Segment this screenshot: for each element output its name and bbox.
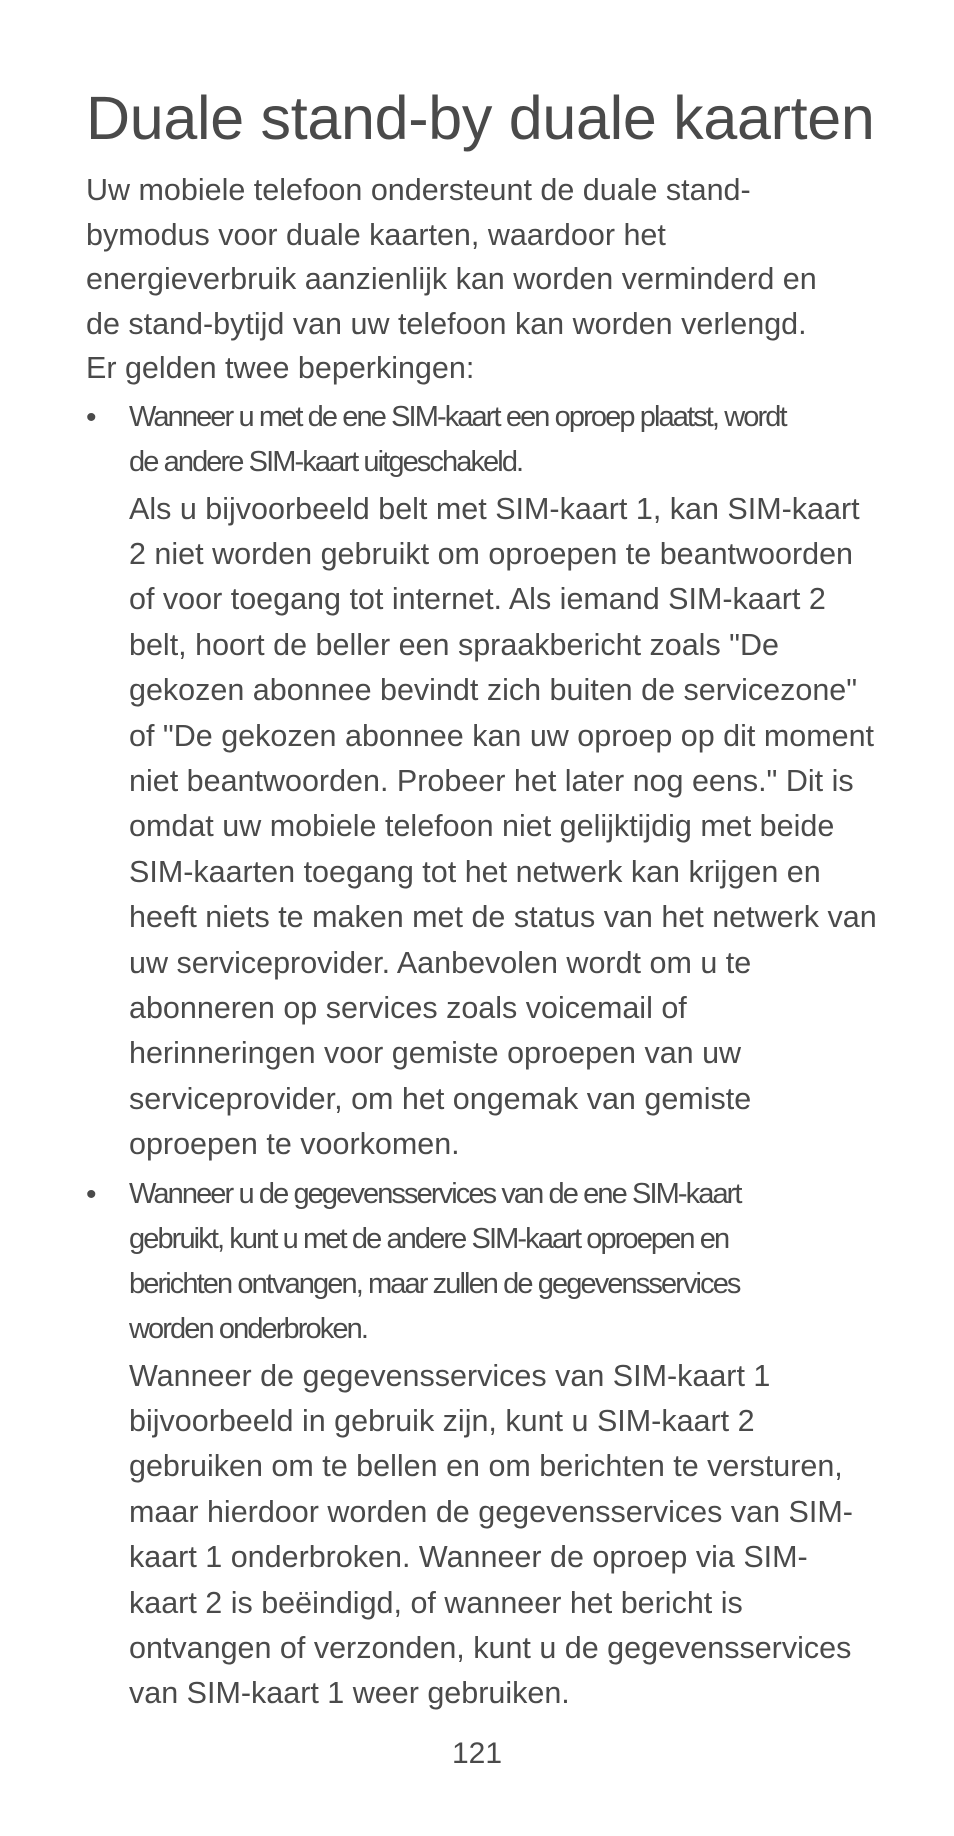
- intro-line: de stand-bytijd van uw telefoon kan worden verlengd.: [86, 306, 807, 341]
- heading-line: gebruikt, kunt u met de andere SIM-kaart oproepen en: [129, 1222, 729, 1255]
- body-line: omdat uw mobiele telefoon niet gelijktijdig met beide: [129, 809, 835, 844]
- body-line: belt, hoort de beller een spraakbericht zoals "De: [129, 627, 780, 662]
- list-item: [86, 395, 886, 1168]
- limitations-list: [86, 395, 886, 1717]
- body-line: kaart 1 onderbroken. Wanneer de oproep via SIM-: [129, 1540, 808, 1575]
- document-page: [86, 82, 886, 1717]
- intro-line: bymodus voor duale kaarten, waardoor het: [86, 217, 666, 252]
- heading-line: Wanneer u de gegevensservices van de ene SIM-kaart: [129, 1177, 741, 1210]
- body-line: bijvoorbeeld in gebruik zijn, kunt u SIM-kaart 2: [129, 1404, 755, 1438]
- heading-line: Wanneer u met de ene SIM-kaart een oproep plaatst, wordt: [129, 400, 786, 433]
- body-line: of "De gekozen abonnee kan uw oproep op dit moment: [129, 718, 875, 753]
- body-line: uw serviceprovider. Aanbevolen wordt om u te: [129, 945, 752, 980]
- bullet-icon: •: [86, 1177, 97, 1211]
- page-title: Duale stand-by duale kaarten: [86, 84, 875, 152]
- body-line: Wanneer de gegevensservices van SIM-kaart 1: [129, 1358, 771, 1393]
- body-line: kaart 2 is beëindigd, of wanneer het bericht is: [129, 1585, 743, 1620]
- heading-line: berichten ontvangen, maar zullen de gegevensservices: [129, 1267, 740, 1300]
- body-line: serviceprovider, om het ongemak van gemiste: [129, 1081, 752, 1116]
- bullet-heading: [129, 1172, 886, 1352]
- page-number: 121: [451, 1737, 503, 1770]
- intro-line: energieverbruik aanzienlijk kan worden verminderd en: [86, 262, 817, 296]
- body-line: maar hierdoor worden de gegevensservices van SIM-: [129, 1494, 853, 1529]
- body-line: herinneringen voor gemiste oproepen van uw: [129, 1036, 742, 1071]
- bullet-body: [129, 487, 886, 1168]
- body-line: SIM-kaarten toegang tot het netwerk kan krijgen en: [129, 854, 821, 889]
- body-line: gebruiken om te bellen en om berichten te versturen,: [129, 1449, 843, 1484]
- list-item: [86, 1172, 886, 1717]
- body-line: niet beantwoorden. Probeer het later nog eens." Dit is: [129, 763, 854, 798]
- body-line: abonneren op services zoals voicemail of: [129, 990, 687, 1025]
- intro-paragraph: [86, 168, 886, 391]
- bullet-body: [129, 1354, 886, 1717]
- body-line: oproepen te voorkomen.: [129, 1127, 460, 1162]
- heading-line: worden onderbroken.: [129, 1312, 367, 1345]
- heading-line: de andere SIM-kaart uitgeschakeld.: [129, 445, 523, 478]
- body-line: heeft niets te maken met de status van het netwerk van: [129, 900, 877, 935]
- body-line: van SIM-kaart 1 weer gebruiken.: [129, 1676, 570, 1711]
- intro-line: Uw mobiele telefoon ondersteunt de duale stand-: [86, 173, 751, 207]
- body-line: Als u bijvoorbeeld belt met SIM-kaart 1, kan SIM-kaart: [129, 491, 860, 526]
- body-line: of voor toegang tot internet. Als iemand SIM-kaart 2: [129, 582, 826, 617]
- bullet-heading: [129, 395, 886, 485]
- body-line: 2 niet worden gebruikt om oproepen te beantwoorden: [129, 536, 854, 571]
- intro-line: Er gelden twee beperkingen:: [86, 351, 475, 385]
- bullet-icon: •: [86, 400, 97, 434]
- body-line: ontvangen of verzonden, kunt u de gegevensservices: [129, 1631, 852, 1666]
- body-line: gekozen abonnee bevindt zich buiten de servicezone": [129, 673, 858, 708]
